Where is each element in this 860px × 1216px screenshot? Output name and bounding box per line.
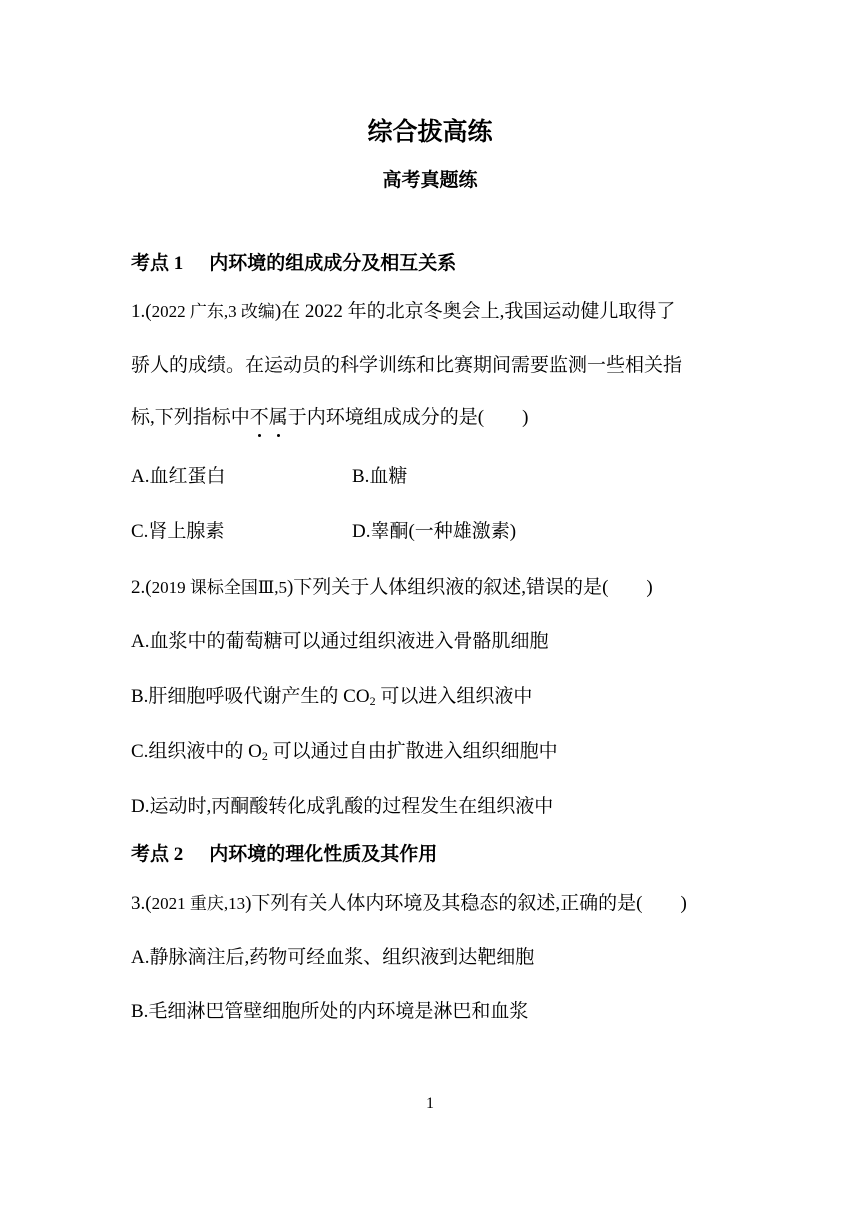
question-source: 2021 重庆,13 <box>151 894 246 913</box>
question-source: 2022 广东,3 改编 <box>151 302 275 321</box>
option-b: B.肝细胞呼吸代谢产生的 $CO_2$ 可以进入组织液中 <box>131 686 533 708</box>
option-c: C.肾上腺素 <box>131 521 225 542</box>
option-a: A.静脉滴注后,药物可经血浆、组织液到达靶细胞 <box>131 947 535 968</box>
question-1-line-2: 骄人的成绩。在运动员的科学训练和比赛期间需要监测一些相关指 <box>131 355 683 376</box>
section-label: 考点 2 <box>131 844 184 865</box>
question-source: 2019 课标全国Ⅲ,5 <box>151 578 287 597</box>
question-2-stem: 2.(2019 课标全国Ⅲ,5)下列关于人体组织液的叙述,错误的是( ) <box>131 577 653 598</box>
emphasis-mark: 属 <box>269 404 288 432</box>
question-1-line-3: 标,下列指标中不属于内环境组成成分的是( ) <box>131 404 528 432</box>
section-heading-1 <box>131 250 456 278</box>
page-number: 1 <box>426 1095 434 1112</box>
question-1-line-1: 1.(2022 广东,3 改编)在 2022 年的北京冬奥会上,我国运动健儿取得了 <box>131 301 676 322</box>
option-b: B.血糖 <box>352 466 408 487</box>
page-subtitle: 高考真题练 <box>382 170 478 191</box>
option-d: D.睾酮(一种雄激素) <box>352 521 517 542</box>
page-title: 综合拔高练 <box>367 119 493 146</box>
option-d: D.运动时,丙酮酸转化成乳酸的过程发生在组织液中 <box>131 796 554 817</box>
option-b: B.毛细淋巴管壁细胞所处的内环境是淋巴和血浆 <box>131 1001 529 1022</box>
option-c: C.组织液中的 $O_2$ 可以通过自由扩散进入组织细胞中 <box>131 741 558 763</box>
section-name: 内环境的理化性质及其作用 <box>209 844 438 865</box>
question-1-options-row-1 <box>131 463 225 491</box>
emphasis-mark: 不 <box>250 404 269 432</box>
section-heading-2 <box>131 841 437 869</box>
section-label: 考点 1 <box>131 253 184 274</box>
question-3-stem: 3.(2021 重庆,13)下列有关人体内环境及其稳态的叙述,正确的是( ) <box>131 893 687 914</box>
option-a: A.血红蛋白 <box>131 466 226 487</box>
section-name: 内环境的组成成分及相互关系 <box>209 253 457 274</box>
option-a: A.血浆中的葡萄糖可以通过组织液进入骨骼肌细胞 <box>131 631 549 652</box>
